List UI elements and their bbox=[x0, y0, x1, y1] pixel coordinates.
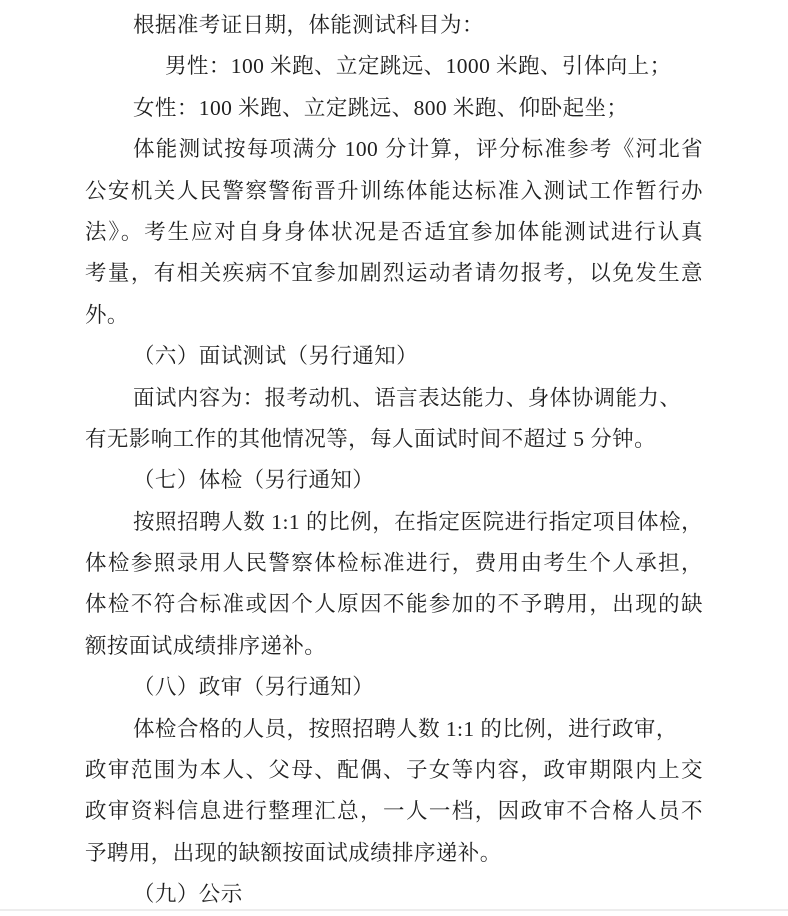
text-line: 予聘用，出现的缺额按面试成绩排序递补。 bbox=[85, 840, 502, 865]
text-line: 额按面试成绩排序递补。 bbox=[85, 633, 327, 658]
text-line: 法》。考生应对自身身体状况是否适宜参加体能测试进行认真 bbox=[85, 219, 703, 244]
text-line: 政审资料信息进行整理汇总，一人一档，因政审不合格人员不 bbox=[85, 799, 703, 824]
text-line: 女性：100 米跑、立定跳远、800 米跑、仰卧起坐； bbox=[133, 95, 629, 120]
section-heading: （九）公示 bbox=[133, 882, 243, 907]
text-line: 外。 bbox=[85, 302, 129, 327]
text-line: 政审范围为本人、父母、配偶、子女等内容，政审期限内上交 bbox=[85, 758, 703, 783]
section-heading: （六）面试测试（另行通知） bbox=[133, 344, 419, 369]
text-line: 有无影响工作的其他情况等，每人面试时间不超过 5 分钟。 bbox=[85, 426, 657, 451]
text-line: 男性：100 米跑、立定跳远、1000 米跑、引体向上； bbox=[165, 54, 672, 79]
text-line: 体能测试按每项满分 100 分计算，评分标准参考《河北省 bbox=[133, 137, 703, 162]
section-heading: （七）体检（另行通知） bbox=[133, 468, 375, 493]
text-line: 体检不符合标准或因个人原因不能参加的不予聘用，出现的缺 bbox=[85, 592, 703, 617]
document-body bbox=[85, 5, 703, 916]
text-line: 考量，有相关疾病不宜参加剧烈运动者请勿报考，以免发生意 bbox=[85, 261, 703, 286]
text-line: 体检合格的人员，按照招聘人数 1:1 的比例，进行政审， bbox=[133, 716, 678, 741]
section-heading: （八）政审（另行通知） bbox=[133, 675, 375, 700]
text-line: 面试内容为：报考动机、语言表达能力、身体协调能力、 bbox=[133, 385, 682, 410]
page-bottom-edge bbox=[0, 909, 788, 911]
text-line: 体检参照录用人民警察体检标准进行，费用由考生个人承担， bbox=[85, 551, 703, 576]
text-line: 根据准考证日期，体能测试科目为： bbox=[133, 13, 484, 37]
text-line: 按照招聘人数 1:1 的比例，在指定医院进行指定项目体检， bbox=[133, 509, 703, 534]
text-line: 公安机关人民警察警衔晋升训练体能达标准入测试工作暂行办 bbox=[85, 178, 703, 203]
